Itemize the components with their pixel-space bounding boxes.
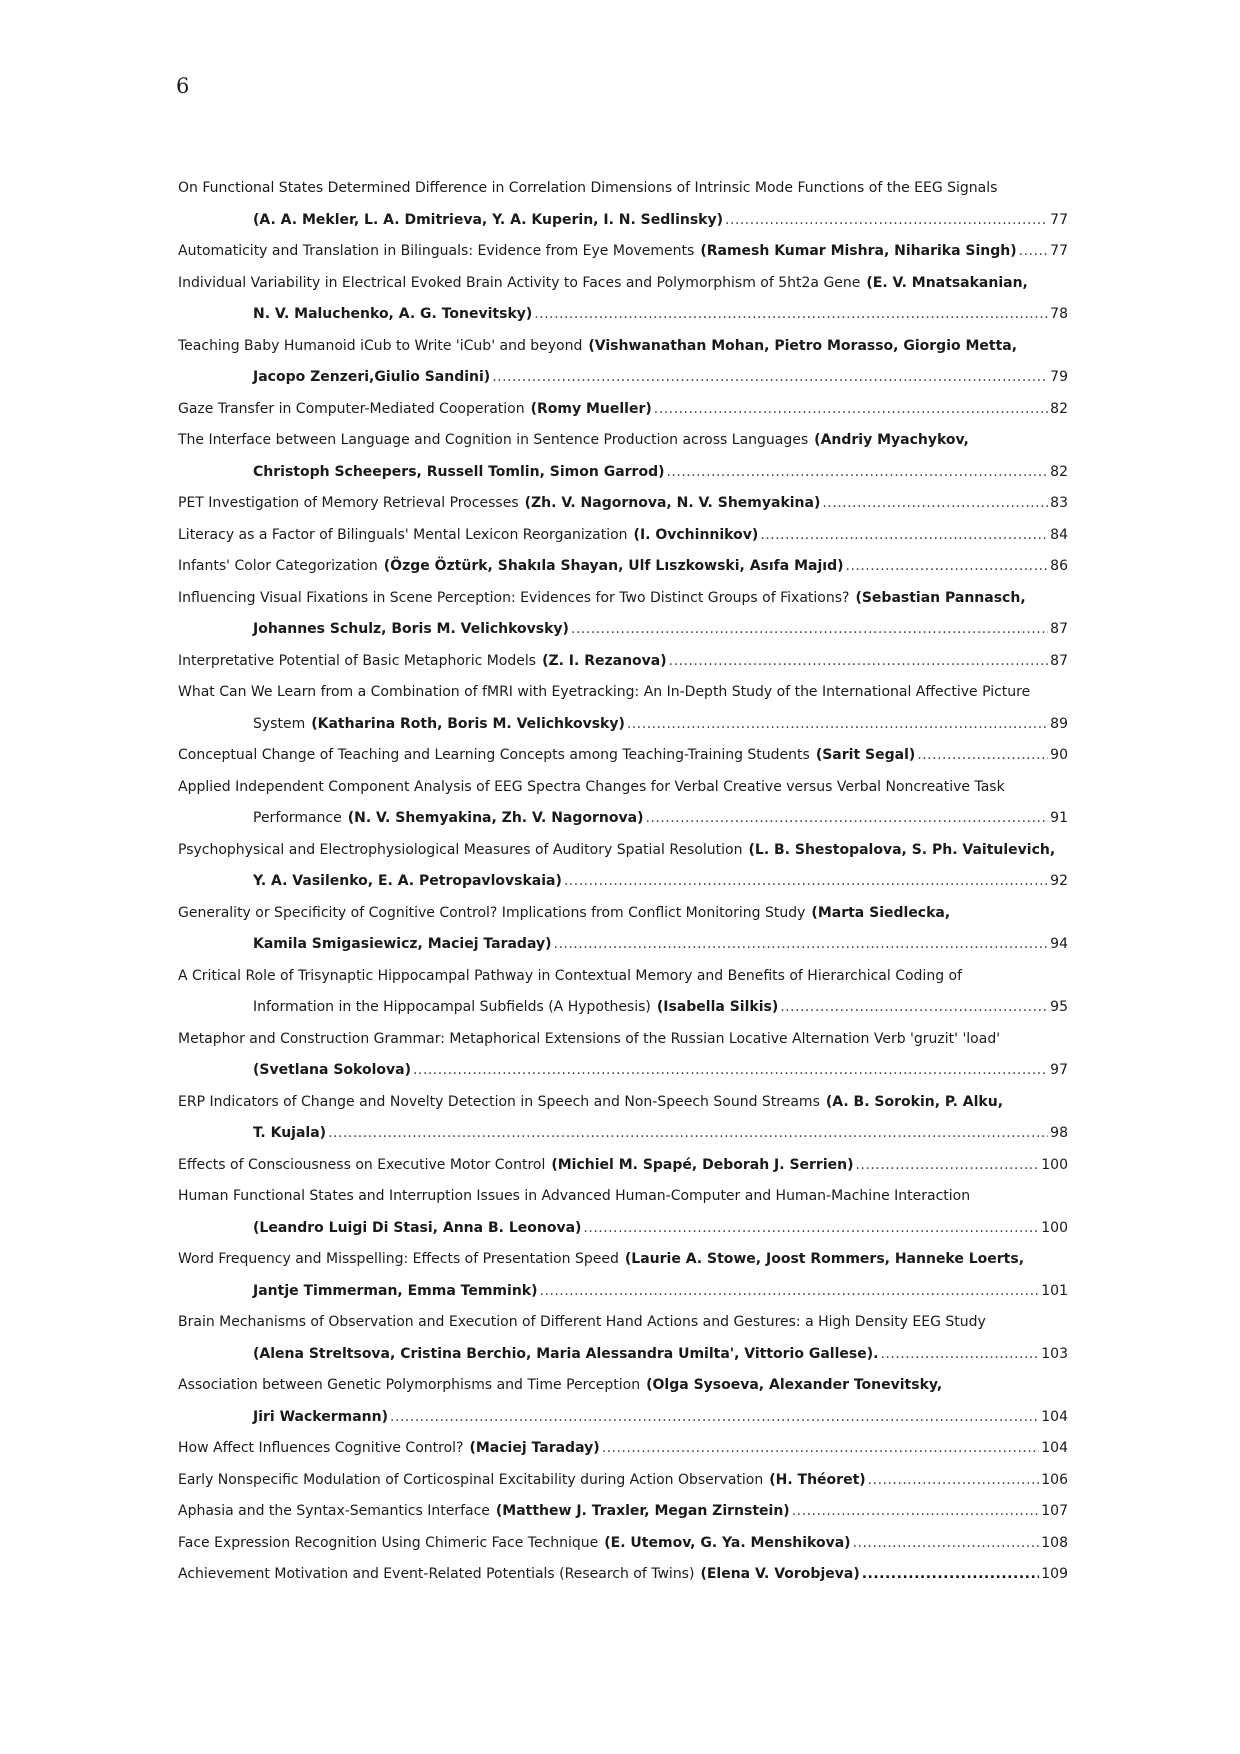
toc-line — [178, 521, 1068, 553]
toc-entry — [178, 1088, 1068, 1151]
toc-line — [178, 332, 1068, 364]
entry-authors: (A. B. Sorokin, P. Alku, — [825, 1093, 1004, 1110]
entry-title: What Can We Learn from a Combination of fMRI with Eyetracking: An In-Depth Study of the International Affective Picture — [178, 684, 1031, 700]
entry-page-number: 107 — [1041, 1503, 1068, 1519]
entry-authors: (Vishwanathan Mohan, Pietro Morasso, Giorgio Metta, — [588, 337, 1018, 354]
entry-title: Literacy as a Factor of Bilinguals' Mental Lexicon Reorganization — [178, 526, 628, 543]
toc-line — [178, 458, 1068, 490]
toc-line — [178, 1245, 1068, 1277]
toc-entry — [178, 1560, 1068, 1592]
entry-page-number: 79 — [1050, 369, 1068, 385]
dot-leader — [792, 1497, 1040, 1527]
toc-line — [178, 1371, 1068, 1403]
dot-leader — [880, 1340, 1039, 1370]
entry-title: PET Investigation of Memory Retrieval Processes — [178, 495, 519, 511]
toc-entry — [178, 1151, 1068, 1183]
dot-leader — [856, 1151, 1040, 1181]
toc-entry — [178, 269, 1068, 332]
toc-line — [178, 1466, 1068, 1498]
entry-page-number: 90 — [1050, 747, 1068, 763]
toc-entry — [178, 741, 1068, 773]
toc-line — [178, 1151, 1068, 1183]
toc-entry — [178, 332, 1068, 395]
toc-line — [178, 1277, 1068, 1309]
entry-page-number: 95 — [1050, 999, 1068, 1015]
entry-authors: N. V. Maluchenko, A. G. Tonevitsky) — [253, 306, 533, 322]
toc-entry — [178, 1371, 1068, 1434]
toc-line — [178, 1056, 1068, 1088]
entry-title: Gaze Transfer in Computer-Mediated Cooperation — [178, 400, 525, 417]
entry-title: Achievement Motivation and Event-Related Potentials (Research of Twins) — [178, 1566, 695, 1582]
entry-title: Metaphor and Construction Grammar: Metaphorical Extensions of the Russian Locative Alternation Verb 'gruzit' 'load' — [178, 1030, 1001, 1047]
toc-line — [178, 237, 1068, 269]
toc-entry — [178, 174, 1068, 237]
entry-title: Individual Variability in Electrical Evoked Brain Activity to Faces and Polymorphism of 5ht2a Gene — [178, 274, 861, 291]
toc-entry — [178, 1497, 1068, 1529]
entry-title: Automaticity and Translation in Bilinguals: Evidence from Eye Movements — [178, 243, 695, 259]
toc-line — [178, 363, 1068, 395]
entry-title: Teaching Baby Humanoid iCub to Write 'iCub' and beyond — [178, 337, 583, 354]
entry-page-number: 87 — [1050, 621, 1068, 637]
toc-line — [178, 1497, 1068, 1529]
toc-entry — [178, 1529, 1068, 1561]
entry-authors: (A. A. Mekler, L. A. Dmitrieva, Y. A. Kuperin, I. N. Sedlinsky) — [253, 211, 723, 228]
toc-entry — [178, 1308, 1068, 1371]
entry-authors: (Olga Sysoeva, Alexander Tonevitsky, — [646, 1377, 943, 1393]
dot-leader — [868, 1466, 1040, 1496]
dot-leader — [822, 489, 1048, 519]
entry-page-number: 109 — [1041, 1566, 1068, 1582]
toc-line — [178, 1119, 1068, 1151]
toc-line — [178, 710, 1068, 742]
entry-page-number: 82 — [1050, 400, 1068, 417]
dot-leader — [492, 363, 1048, 393]
entry-title: Information in the Hippocampal Subfields (A Hypothesis) — [253, 999, 651, 1015]
toc-line — [178, 584, 1068, 616]
dot-leader — [669, 647, 1049, 677]
entry-authors: (Leandro Luigi Di Stasi, Anna B. Leonova) — [253, 1219, 582, 1236]
entry-page-number: 86 — [1050, 558, 1068, 574]
entry-title: A Critical Role of Trisynaptic Hippocampal Pathway in Contextual Memory and Benefits of Hierarchical Coding of — [178, 967, 963, 984]
entry-authors: (Maciej Taraday) — [469, 1440, 600, 1456]
entry-title: ERP Indicators of Change and Novelty Detection in Speech and Non-Speech Sound Streams — [178, 1093, 820, 1110]
entry-page-number: 77 — [1050, 211, 1068, 228]
dot-leader — [846, 552, 1049, 582]
entry-page-number: 94 — [1050, 936, 1068, 952]
entry-authors: (Sarit Segal) — [815, 747, 916, 763]
dot-leader — [666, 458, 1048, 488]
toc-entry — [178, 237, 1068, 269]
entry-page-number: 84 — [1050, 526, 1068, 543]
entry-title: Conceptual Change of Teaching and Learning Concepts among Teaching-Training Students — [178, 747, 810, 763]
entry-authors: (Alena Streltsova, Cristina Berchio, Maria Alessandra Umilta', Vittorio Gallese). — [253, 1345, 879, 1362]
entry-title: Influencing Visual Fixations in Scene Perception: Evidences for Two Distinct Groups of Fixations? — [178, 589, 850, 606]
toc-line — [178, 1403, 1068, 1435]
toc-line — [178, 1340, 1068, 1372]
entry-authors: Johannes Schulz, Boris M. Velichkovsky) — [253, 621, 569, 637]
toc-entry — [178, 552, 1068, 584]
toc-line — [178, 1308, 1068, 1340]
entry-page-number: 98 — [1050, 1125, 1068, 1141]
dot-leader — [853, 1529, 1040, 1559]
entry-authors: Y. A. Vasilenko, E. A. Petropavlovskaia) — [253, 873, 562, 889]
entry-page-number: 108 — [1041, 1534, 1068, 1551]
entry-title: System — [253, 715, 306, 732]
entry-authors: (Andriy Myachykov, — [814, 432, 969, 448]
dot-leader — [413, 1056, 1048, 1086]
toc-entry — [178, 1245, 1068, 1308]
entry-page-number: 82 — [1050, 463, 1068, 480]
dot-leader — [654, 395, 1048, 425]
dot-leader — [390, 1403, 1039, 1433]
toc-line — [178, 993, 1068, 1025]
toc-line — [178, 899, 1068, 931]
toc-entry — [178, 962, 1068, 1025]
entry-authors: (E. V. Mnatsakanian, — [866, 274, 1028, 291]
toc-line — [178, 300, 1068, 332]
entry-title: Generality or Specificity of Cognitive Control? Implications from Conflict Monitoring Study — [178, 904, 806, 921]
entry-page-number: 106 — [1041, 1471, 1068, 1488]
dot-leader — [602, 1434, 1040, 1464]
entry-title: Brain Mechanisms of Observation and Execution of Different Hand Actions and Gestures: a High Density EEG Study — [178, 1314, 986, 1330]
toc-line — [178, 836, 1068, 868]
entry-title: The Interface between Language and Cognition in Sentence Production across Languages — [178, 432, 809, 448]
table-of-contents — [178, 174, 1068, 1592]
toc-line — [178, 962, 1068, 994]
entry-authors: (Sebastian Pannasch, — [855, 589, 1026, 606]
entry-page-number: 97 — [1050, 1062, 1068, 1078]
toc-entry — [178, 1434, 1068, 1466]
entry-title: Face Expression Recognition Using Chimeric Face Technique — [178, 1534, 599, 1551]
entry-page-number: 91 — [1050, 810, 1068, 826]
toc-entry — [178, 836, 1068, 899]
entry-page-number: 100 — [1041, 1156, 1068, 1173]
dot-leader — [862, 1560, 1040, 1590]
toc-entry — [178, 647, 1068, 679]
entry-authors: T. Kujala) — [253, 1125, 327, 1141]
entry-title: Association between Genetic Polymorphisms and Time Perception — [178, 1377, 641, 1393]
page-number: 6 — [176, 74, 190, 98]
entry-authors: (Marta Siedlecka, — [811, 904, 951, 921]
entry-title: On Functional States Determined Difference in Correlation Dimensions of Intrinsic Mode Functions of the EEG Signals — [178, 180, 998, 196]
toc-line — [178, 773, 1068, 805]
toc-line — [178, 1182, 1068, 1214]
dot-leader — [534, 300, 1048, 330]
dot-leader — [645, 804, 1048, 834]
entry-authors: (Romy Mueller) — [530, 400, 652, 417]
toc-line — [178, 206, 1068, 238]
entry-page-number: 92 — [1050, 873, 1068, 889]
dot-leader — [583, 1214, 1039, 1244]
entry-title: How Affect Influences Cognitive Control? — [178, 1440, 464, 1456]
toc-entry — [178, 1466, 1068, 1498]
entry-title: Psychophysical and Electrophysiological Measures of Auditory Spatial Resolution — [178, 841, 743, 858]
entry-title: Word Frequency and Misspelling: Effects of Presentation Speed — [178, 1251, 619, 1267]
entry-page-number: 78 — [1050, 306, 1068, 322]
toc-line — [178, 1025, 1068, 1057]
toc-entry — [178, 395, 1068, 427]
toc-line — [178, 804, 1068, 836]
entry-authors: (E. Utemov, G. Ya. Menshikova) — [604, 1534, 851, 1551]
dot-leader — [571, 615, 1048, 645]
toc-line — [178, 1560, 1068, 1592]
toc-line — [178, 678, 1068, 710]
toc-line — [178, 174, 1068, 206]
toc-line — [178, 552, 1068, 584]
toc-line — [178, 647, 1068, 679]
toc-entry — [178, 584, 1068, 647]
dot-leader — [540, 1277, 1040, 1307]
entry-authors: (Zh. V. Nagornova, N. V. Shemyakina) — [524, 495, 821, 511]
dot-leader — [627, 710, 1048, 740]
entry-authors: (Matthew J. Traxler, Megan Zirnstein) — [495, 1503, 790, 1519]
entry-authors: Jiri Wackermann) — [253, 1408, 388, 1425]
entry-authors: (H. Théoret) — [769, 1471, 866, 1488]
entry-page-number: 101 — [1041, 1282, 1068, 1299]
entry-title: Applied Independent Component Analysis of EEG Spectra Changes for Verbal Creative versus Verbal Noncreative Task — [178, 778, 1005, 795]
toc-line — [178, 867, 1068, 899]
entry-title: Infants' Color Categorization — [178, 558, 378, 574]
dot-leader — [917, 741, 1048, 771]
toc-line — [178, 930, 1068, 962]
toc-line — [178, 1529, 1068, 1561]
entry-title: Early Nonspecific Modulation of Corticospinal Excitability during Action Observation — [178, 1471, 764, 1488]
entry-authors: (Z. I. Rezanova) — [542, 652, 667, 669]
entry-page-number: 104 — [1041, 1408, 1068, 1425]
entry-authors: (Katharina Roth, Boris M. Velichkovsky) — [311, 715, 625, 732]
entry-title: Interpretative Potential of Basic Metaphoric Models — [178, 652, 537, 669]
entry-page-number: 77 — [1050, 243, 1068, 259]
toc-entry — [178, 1182, 1068, 1245]
entry-authors: (Svetlana Sokolova) — [253, 1062, 411, 1078]
entry-title: Effects of Consciousness on Executive Motor Control — [178, 1156, 546, 1173]
toc-entry — [178, 426, 1068, 489]
entry-page-number: 100 — [1041, 1219, 1068, 1236]
toc-entry — [178, 678, 1068, 741]
dot-leader — [554, 930, 1049, 960]
toc-line — [178, 1214, 1068, 1246]
toc-entry — [178, 489, 1068, 521]
toc-entry — [178, 773, 1068, 836]
entry-authors: (Isabella Silkis) — [656, 999, 779, 1015]
toc-line — [178, 1434, 1068, 1466]
toc-line — [178, 489, 1068, 521]
toc-entry — [178, 1025, 1068, 1088]
entry-page-number: 83 — [1050, 495, 1068, 511]
entry-authors: (I. Ovchinnikov) — [633, 526, 759, 543]
dot-leader — [780, 993, 1048, 1023]
entry-page-number: 104 — [1041, 1440, 1068, 1456]
entry-authors: (Michiel M. Spapé, Deborah J. Serrien) — [551, 1156, 854, 1173]
toc-line — [178, 1088, 1068, 1120]
entry-page-number: 89 — [1050, 715, 1068, 732]
dot-leader — [760, 521, 1048, 551]
entry-page-number: 87 — [1050, 652, 1068, 669]
dot-leader — [328, 1119, 1048, 1149]
dot-leader — [564, 867, 1048, 897]
entry-authors: (N. V. Shemyakina, Zh. V. Nagornova) — [347, 810, 644, 826]
entry-page-number: 103 — [1041, 1345, 1068, 1362]
dot-leader — [1019, 237, 1049, 267]
entry-authors: Christoph Scheepers, Russell Tomlin, Simon Garrod) — [253, 463, 665, 480]
toc-line — [178, 741, 1068, 773]
toc-entry — [178, 521, 1068, 553]
toc-entry — [178, 899, 1068, 962]
entry-authors: Kamila Smigasiewicz, Maciej Taraday) — [253, 936, 552, 952]
entry-title: Human Functional States and Interruption Issues in Advanced Human-Computer and Human-Machine Interaction — [178, 1188, 971, 1204]
entry-authors: (Elena V. Vorobjeva) — [700, 1566, 860, 1582]
entry-authors: (Özge Öztürk, Shakıla Shayan, Ulf Lıszkowski, Asıfa Majıd) — [383, 558, 844, 574]
entry-authors: (Laurie A. Stowe, Joost Rommers, Hanneke Loerts, — [624, 1251, 1025, 1267]
entry-authors: (L. B. Shestopalova, S. Ph. Vaitulevich, — [748, 841, 1056, 858]
toc-line — [178, 269, 1068, 301]
entry-title: Performance — [253, 810, 342, 826]
toc-line — [178, 426, 1068, 458]
toc-line — [178, 615, 1068, 647]
toc-line — [178, 395, 1068, 427]
dot-leader — [725, 206, 1048, 236]
entry-title: Aphasia and the Syntax-Semantics Interface — [178, 1503, 490, 1519]
entry-authors: Jantje Timmerman, Emma Temmink) — [253, 1282, 538, 1299]
entry-authors: Jacopo Zenzeri,Giulio Sandini) — [253, 369, 491, 385]
entry-authors: (Ramesh Kumar Mishra, Niharika Singh) — [700, 243, 1017, 259]
